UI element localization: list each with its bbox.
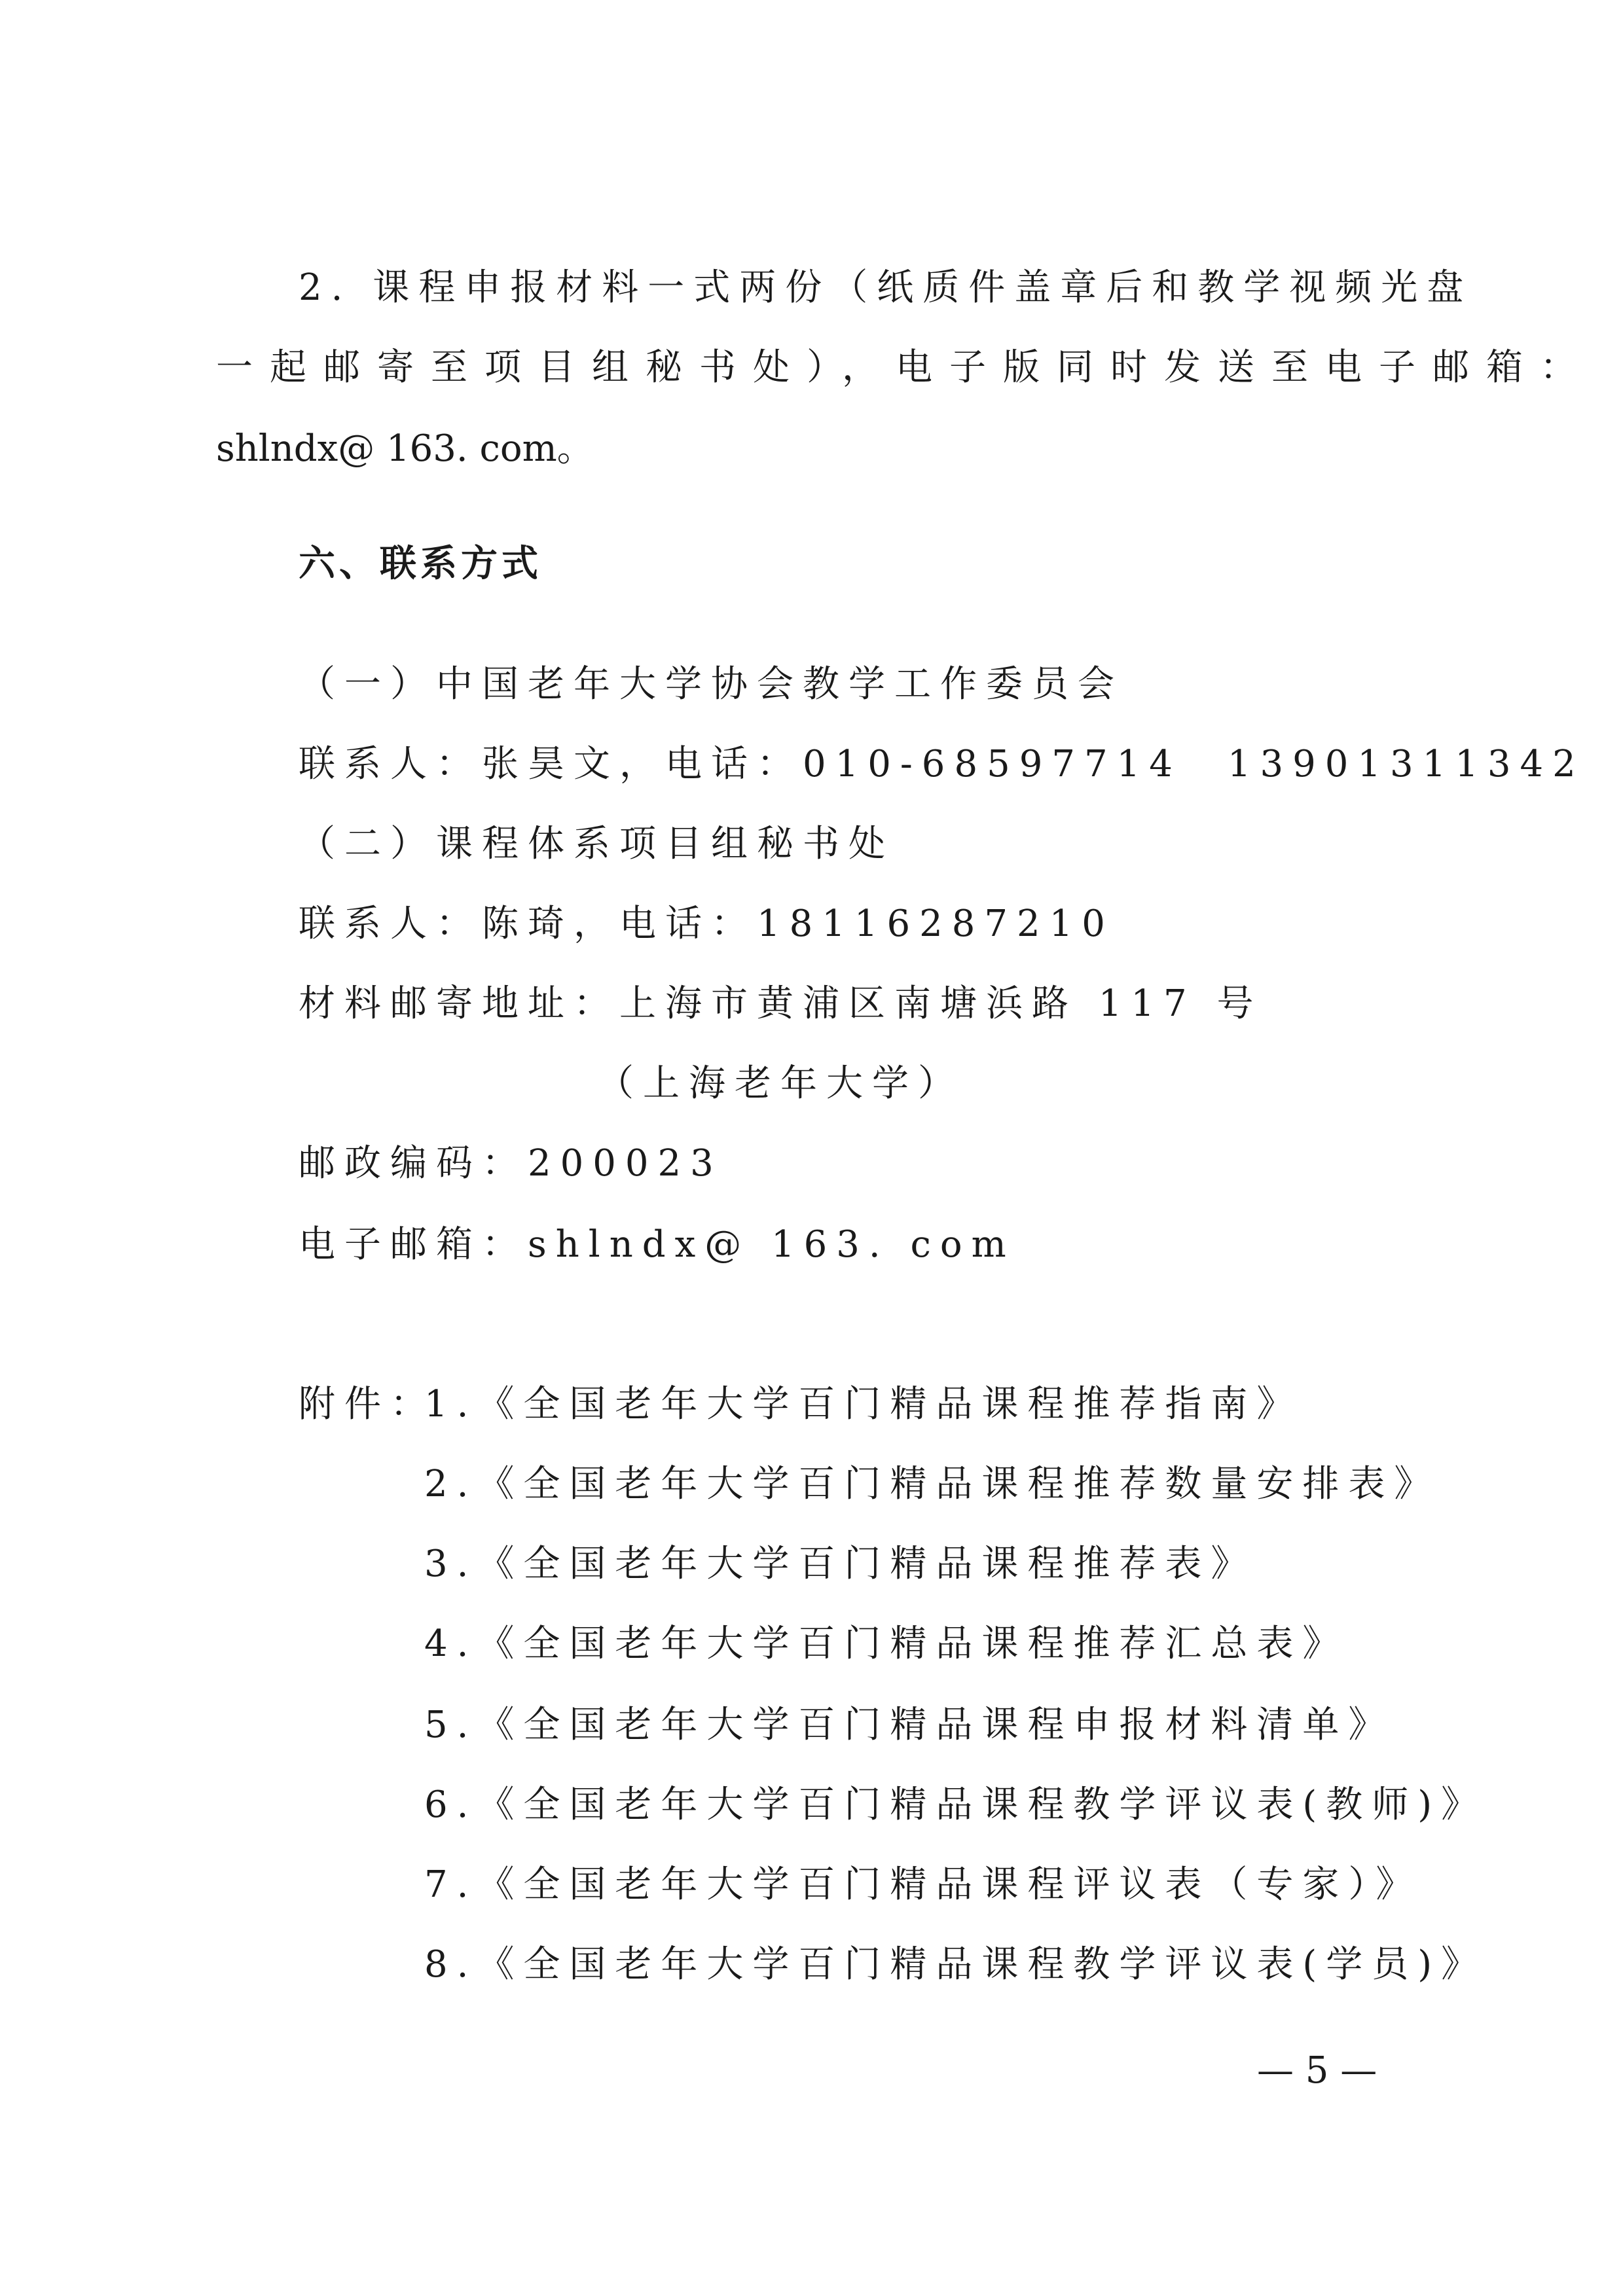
page-number: — 5 — bbox=[1257, 2049, 1377, 2092]
attachment-item: 3.《全国老年大学百门精品课程推荐表》 bbox=[424, 1543, 1257, 1585]
attachment-item: 4.《全国老年大学百门精品课程推荐汇总表》 bbox=[424, 1623, 1349, 1665]
attachment-item: 6.《全国老年大学百门精品课程教学评议表(教师)》 bbox=[424, 1784, 1487, 1826]
attachment-item: 1.《全国老年大学百门精品课程推荐指南》 bbox=[424, 1383, 1303, 1426]
contact-org-2: （二）课程体系项目组秘书处 bbox=[299, 823, 894, 865]
postal-code: 邮政编码：200023 bbox=[299, 1142, 723, 1185]
mailing-address: 材料邮寄地址：上海市黄浦区南塘浜路 117 号 bbox=[299, 982, 1263, 1025]
paragraph-item2-line2: 一起邮寄至项目组秘书处），电子版同时发送至电子邮箱： bbox=[216, 346, 1594, 389]
attachment-item: 8.《全国老年大学百门精品课程教学评议表(学员)》 bbox=[424, 1943, 1487, 1986]
section-heading-contact: 六、联系方式 bbox=[299, 543, 542, 585]
attachment-item: 7.《全国老年大学百门精品课程评议表（专家）》 bbox=[424, 1863, 1422, 1906]
attachment-item: 2.《全国老年大学百门精品课程推荐数量安排表》 bbox=[424, 1463, 1440, 1505]
mailing-address-recipient: （上海老年大学） bbox=[597, 1062, 964, 1105]
attachment-item: 5.《全国老年大学百门精品课程申报材料清单》 bbox=[424, 1704, 1395, 1746]
attachments-label: 附件： bbox=[299, 1383, 436, 1426]
contact-org-1: （一）中国老年大学协会教学工作委员会 bbox=[299, 663, 1123, 706]
paragraph-item2-line1: 2. 课程申报材料一式两份（纸质件盖章后和教学视频光盘 bbox=[299, 266, 1473, 309]
contact-person-1: 联系人：张昊文，电话：010-68597714 13901311342 bbox=[299, 743, 1585, 785]
contact-email: 电子邮箱：shlndx@ 163. com bbox=[299, 1223, 1015, 1266]
contact-person-2: 联系人：陈琦，电话：18116287210 bbox=[299, 903, 1114, 945]
paragraph-item2-line3: shlndx@ 163. com。 bbox=[216, 427, 594, 470]
